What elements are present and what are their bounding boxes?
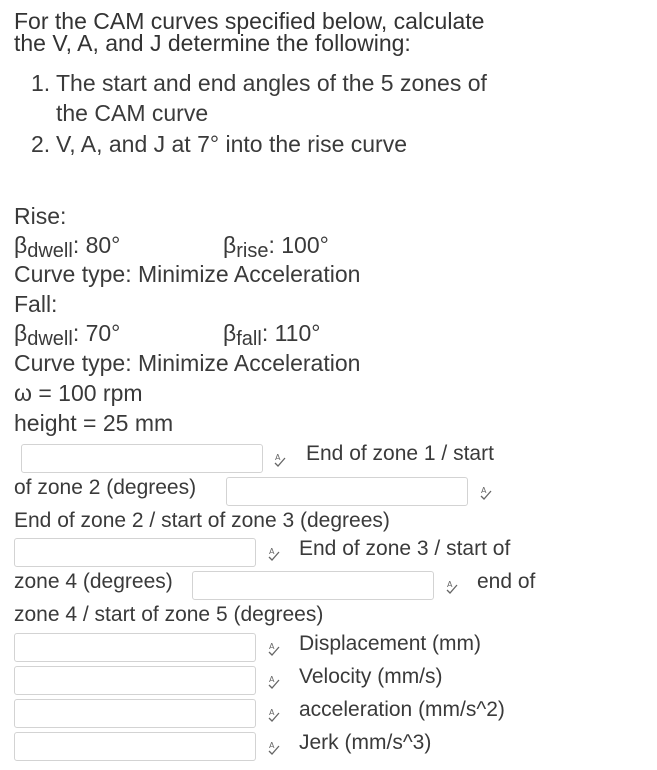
label-zone4-end-a: end of xyxy=(477,570,536,593)
answer-input-displacement[interactable] xyxy=(14,633,256,662)
answer-input-zone4-end[interactable] xyxy=(192,571,434,600)
fall-value: : 110° xyxy=(261,320,321,346)
spellcheck-icon xyxy=(267,740,281,756)
rise-dwell-value: : 80° xyxy=(72,232,121,258)
svg-text:A: A xyxy=(269,675,275,684)
list-item-1-line-2: the CAM curve xyxy=(56,100,209,126)
label-zone1-end-a: End of zone 1 / start xyxy=(306,442,494,465)
list-item-1-line-1: The start and end angles of the 5 zones of xyxy=(56,70,487,96)
svg-text:A: A xyxy=(447,580,453,589)
rise-value: : 100° xyxy=(268,232,329,258)
label-zone4-end-b: zone 4 / start of zone 5 (degrees) xyxy=(14,603,324,626)
beta-symbol: β xyxy=(14,320,28,346)
fall-dwell-value: : 70° xyxy=(72,320,121,346)
label-jerk: Jerk (mm/s^3) xyxy=(299,731,432,754)
label-displacement: Displacement (mm) xyxy=(299,632,482,655)
spellcheck-icon xyxy=(267,546,281,562)
fall-curve-type: Curve type: Minimize Acceleration xyxy=(14,350,361,376)
svg-text:A: A xyxy=(481,486,487,495)
spellcheck-icon xyxy=(267,641,281,657)
svg-text:A: A xyxy=(269,642,275,651)
beta-symbol: β xyxy=(223,232,237,258)
beta-symbol: β xyxy=(14,232,28,258)
omega-text: ω = 100 rpm xyxy=(14,380,143,406)
spellcheck-icon xyxy=(267,674,281,690)
answer-input-zone1-end[interactable] xyxy=(21,444,263,473)
spellcheck-icon xyxy=(273,452,287,468)
rise-subscript: rise xyxy=(236,240,269,262)
fall-subscript: fall xyxy=(236,328,262,350)
label-zone2-end: End of zone 2 / start of zone 3 (degrees) xyxy=(14,509,390,532)
spellcheck-icon xyxy=(267,707,281,723)
label-zone3-end-b: zone 4 (degrees) xyxy=(14,570,173,593)
fall-heading: Fall: xyxy=(14,291,58,317)
svg-text:A: A xyxy=(269,741,275,750)
intro-line-2: the V, A, and J determine the following: xyxy=(14,30,411,56)
rise-angle xyxy=(223,232,329,262)
list-item-1-number: 1. xyxy=(31,70,51,96)
answer-input-zone3-end[interactable] xyxy=(14,538,256,567)
beta-symbol: β xyxy=(223,320,237,346)
rise-heading: Rise: xyxy=(14,203,67,229)
answer-input-acceleration[interactable] xyxy=(14,699,256,728)
label-zone3-end-a: End of zone 3 / start of xyxy=(299,537,511,560)
rise-curve-type: Curve type: Minimize Acceleration xyxy=(14,261,361,287)
answer-input-zone2-end[interactable] xyxy=(226,477,468,506)
svg-text:A: A xyxy=(269,547,275,556)
spellcheck-icon xyxy=(479,485,493,501)
dwell-subscript: dwell xyxy=(27,240,73,262)
answer-input-velocity[interactable] xyxy=(14,666,256,695)
answer-input-jerk[interactable] xyxy=(14,732,256,761)
fall-dwell-angle xyxy=(14,320,121,350)
dwell-subscript: dwell xyxy=(27,328,73,350)
label-velocity: Velocity (mm/s) xyxy=(299,665,443,688)
list-item-2-number: 2. xyxy=(31,131,51,157)
label-acceleration: acceleration (mm/s^2) xyxy=(299,698,505,721)
label-zone1-end-b: of zone 2 (degrees) xyxy=(14,476,197,499)
spellcheck-icon xyxy=(445,579,459,595)
height-text: height = 25 mm xyxy=(14,410,174,436)
fall-angle xyxy=(223,320,321,350)
svg-text:A: A xyxy=(275,453,281,462)
intro-line-1: For the CAM curves specified below, calculate xyxy=(14,8,485,34)
rise-dwell-angle xyxy=(14,232,121,262)
list-item-2-line-1: V, A, and J at 7° into the rise curve xyxy=(56,131,407,157)
svg-text:A: A xyxy=(269,708,275,717)
